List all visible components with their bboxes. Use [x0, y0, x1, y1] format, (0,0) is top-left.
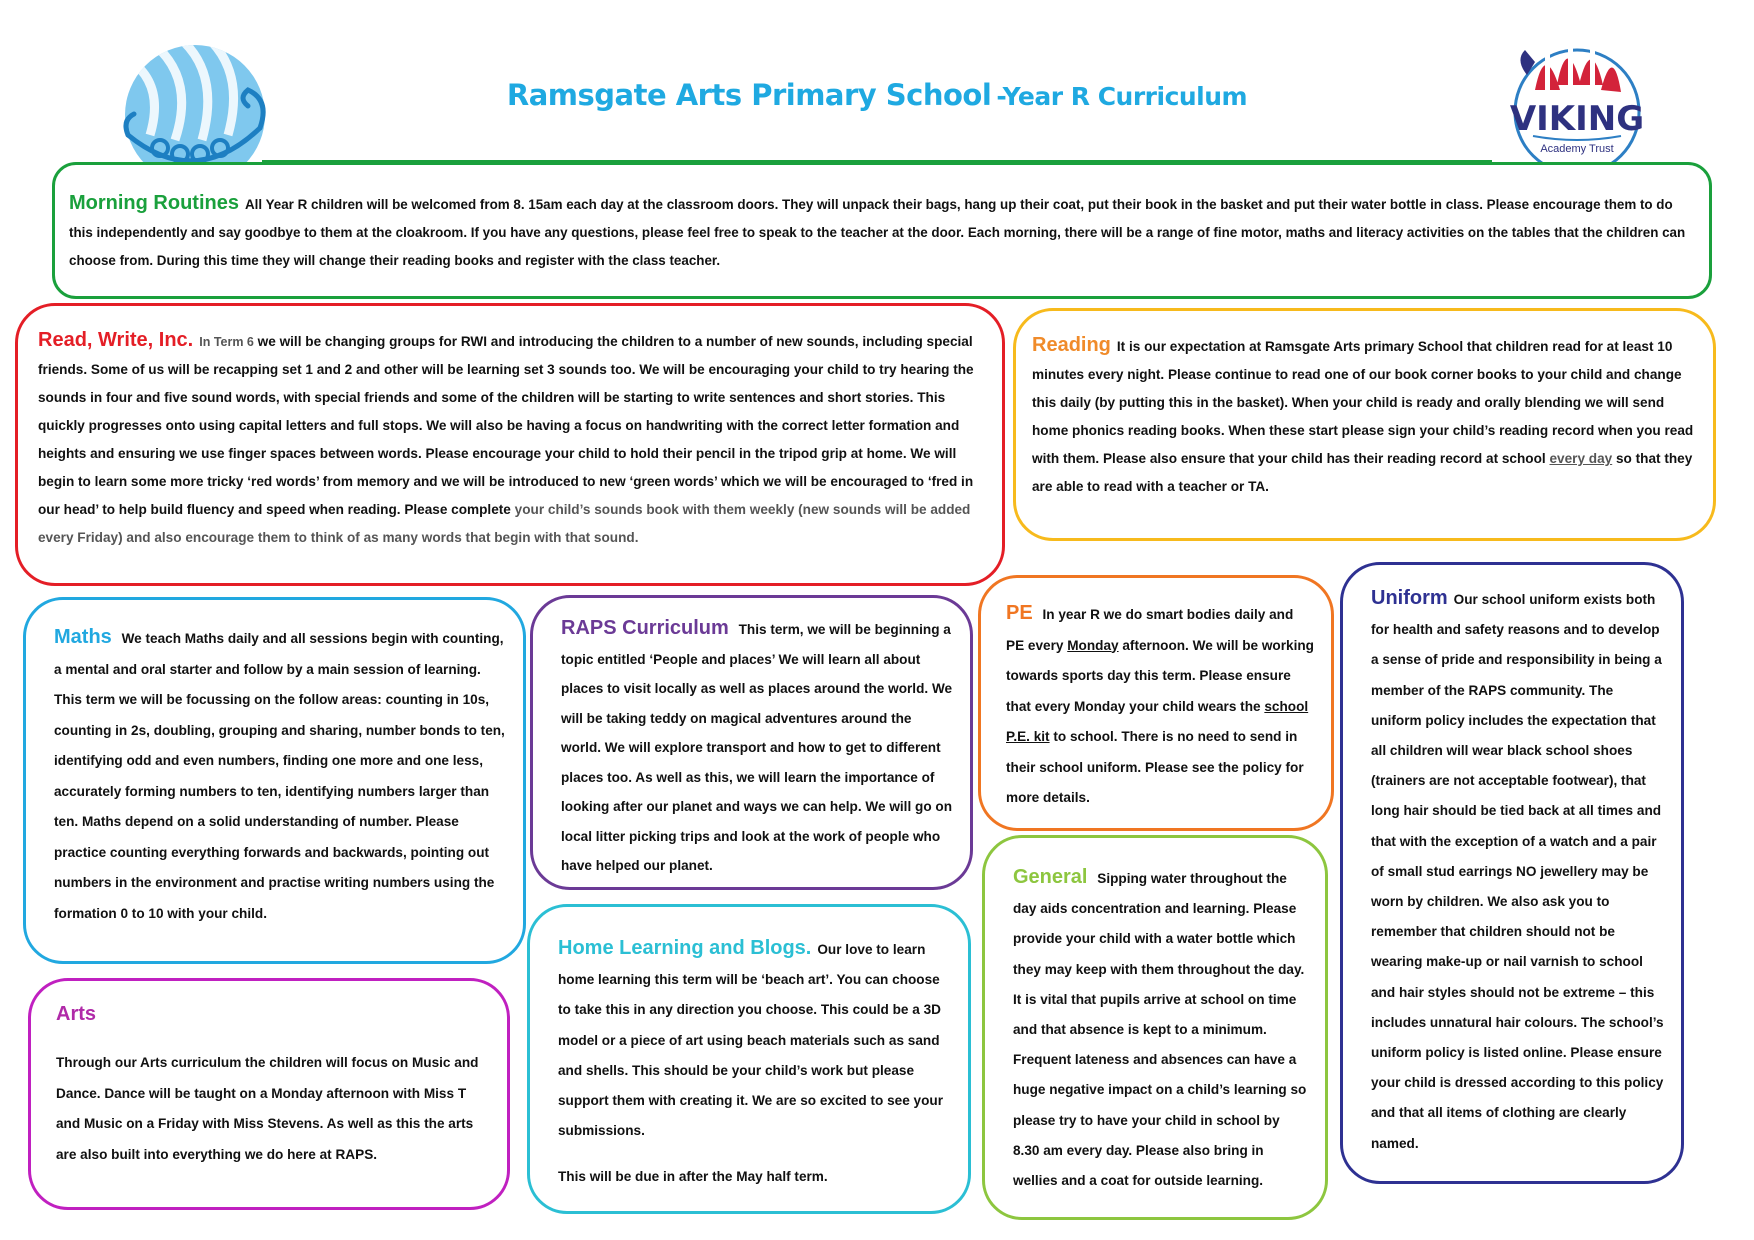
pe-text-mid: afternoon. We will be working towards sports day this term. Please ensure that every Monday your child wears the	[1006, 637, 1314, 714]
arts-text: Through our Arts curriculum the children will focus on Music and Dance. Dance will be taught on a Monday afternoon with Miss T and Music on a Friday with Miss Stevens. As well as this the arts are also built into everything we do here at RAPS.	[56, 1055, 479, 1162]
general-panel	[982, 835, 1328, 1220]
reading-paragraph	[1032, 331, 1697, 501]
raps-curriculum-panel	[530, 595, 973, 890]
pe-text: In year R we do smart bodies daily and PE every	[1006, 607, 1294, 653]
pe-text-end: to school. There is no need to send in their school uniform. Please see the policy for more details.	[1006, 729, 1304, 805]
morning-routines-paragraph	[69, 189, 1695, 275]
home-learning-text: Our love to learn home learning this term will be ‘beach art’. You can choose to take this in any direction you choose. This could be a 3D model or a piece of art using beach materials such as sand and shells. This should be your child’s work but please support them with creating it. We are so excited to see your submissions.	[558, 942, 943, 1139]
morning-routines-heading: Morning Routines	[69, 192, 239, 214]
maths-heading: Maths	[54, 626, 112, 648]
page-title	[0, 78, 1754, 112]
arts-panel	[28, 978, 510, 1210]
general-heading: General	[1013, 866, 1088, 888]
reading-text-end: so that they are able to read with a teacher or TA.	[1032, 451, 1693, 494]
reading-heading: Reading	[1032, 334, 1111, 356]
maths-text: We teach Maths daily and all sessions begin with counting, a mental and oral starter and follow by a main session of learning. This term we will be focussing on the follow areas: counting in 10s, counting in 2s, doubling, grouping and sharing, number bonds to ten, identifying odd and even numbers, finding one more and one less, accurately forming numbers to ten, identifying numbers larger than ten. Maths depend on a solid understanding of number. Please practice counting everything forwards and backwards, pointing out numbers in the environment and practise writing numbers using the formation 0 to 10 with your child.	[54, 631, 505, 921]
general-text: Sipping water throughout the day aids concentration and learning. Please provide your child with a water bottle which they may keep with them throughout the day. It is vital that pupils arrive at school on time and that absence is kept to a minimum. Frequent lateness and absences can have a huge negative impact on a child’s learning so please try to have your child in school by 8.30 am every day. Please also bring in wellies and a coat for outside learning.	[1013, 871, 1307, 1189]
maths-panel	[23, 597, 526, 964]
reading-panel	[1013, 308, 1716, 541]
home-learning-panel	[527, 904, 971, 1214]
arts-heading: Arts	[56, 1003, 97, 1025]
uniform-text: Our school uniform exists both for health and safety reasons and to develop a sense of pride and responsibility in being a member of the RAPS community. The uniform policy includes the expectation that all children will wear black school shoes (trainers are not acceptable footwear), that long hair should be tied back at all times and that with the exception of a watch and a pair of small stud earrings NO jewellery may be worn by children. We also ask you to remember that children should not be wearing make-up or nail varnish to school and hair styles should not be extreme – this includes unnatural hair colours. The school’s uniform policy is listed online. Please ensure your child is dressed according to this policy and that all items of clothing are clearly named.	[1371, 592, 1664, 1151]
curriculum-subtitle: -Year R Curriculum	[996, 82, 1248, 111]
read-write-inc-panel	[15, 303, 1005, 586]
pe-panel	[978, 575, 1334, 831]
uniform-panel	[1340, 562, 1684, 1184]
rwi-heading: Read, Write, Inc.	[38, 329, 194, 351]
reading-every-day: every day	[1549, 451, 1613, 466]
home-learning-due-date: This will be due in after the May half term.	[558, 1169, 828, 1185]
home-learning-heading: Home Learning and Blogs.	[558, 937, 812, 959]
svg-text:VIKING: VIKING	[1509, 99, 1645, 139]
rwi-paragraph	[38, 326, 984, 552]
pe-kit: school P.E. kit	[1006, 698, 1309, 744]
viking-academy-trust-logo	[1505, 30, 1650, 178]
raps-paragraph	[561, 614, 954, 881]
rwi-sounds-book-text: your child’s sounds book with them weekly (new sounds will be added every Friday) and also encourage them to think of as many words that begin with that sound.	[38, 502, 971, 545]
general-paragraph	[1013, 862, 1309, 1196]
uniform-heading: Uniform	[1371, 587, 1448, 609]
svg-text:Academy Trust: Academy Trust	[1540, 143, 1614, 155]
uniform-paragraph	[1371, 583, 1667, 1159]
maths-paragraph	[54, 622, 507, 929]
raps-heading: RAPS Curriculum	[561, 617, 729, 639]
school-name: Ramsgate Arts Primary School	[506, 78, 992, 112]
home-learning-paragraph	[558, 933, 952, 1146]
pe-paragraph	[1006, 598, 1315, 814]
pe-heading: PE	[1006, 602, 1033, 624]
reading-text: It is our expectation at Ramsgate Arts primary School that children read for at least 10 minutes every night. Please continue to read one of our book corner books to your child and change this daily (by putting this in the basket). When your child is ready and orally blending we will send home phonics reading books. When these start please sign your child’s reading record when you read with them. Please also ensure that your child has their reading record at school	[1032, 339, 1694, 466]
pe-monday: Monday	[1067, 637, 1119, 653]
rwi-text: we will be changing groups for RWI and introducing the children to a number of new sounds, including special friends. Some of us will be recapping set 1 and 2 and other will be learning set 3 sounds too. We will be encouraging your child to try hearing the sounds in four and five sound words, with special friends and some of the children will be starting to write sentences and short stories. This quickly progresses onto using capital letters and full stops. We will also be having a focus on handwriting with the correct letter formation and heights and ensuring we use finger spaces between words. Please encourage your child to hold their pencil in the tripod grip at home. We will begin to learn some more tricky ‘red words’ from memory and we will be introduced to new ‘green words’ which we will be encouraged to ‘fred in our head’ to help build fluency and speed when reading. Please complete	[38, 334, 974, 517]
rwi-term-label: In Term 6	[199, 335, 254, 349]
morning-routines-panel	[52, 162, 1712, 299]
raps-text: This term, we will be beginning a topic entitled ‘People and places’ We will learn all about places to visit locally as well as places around the world. We will be taking teddy on magical adventures around the world. We will explore transport and how to get to different places too. As well as this, we will learn the importance of looking after our planet and ways we can help. We will go on local litter picking trips and look at the work of people who have helped our planet.	[561, 622, 953, 873]
morning-routines-text: All Year R children will be welcomed from 8. 15am each day at the classroom doors. They will unpack their bags, hang up their coat, put their book in the basket and put their water bottle in class. Please encourage them to do this independently and say goodbye to them at the cloakroom. If you have any questions, please feel free to speak to the teacher at the door. Each morning, there will be a range of fine motor, maths and literacy activities on the tables that the children can choose from. During this time they will change their reading books and register with the class teacher.	[69, 197, 1686, 268]
